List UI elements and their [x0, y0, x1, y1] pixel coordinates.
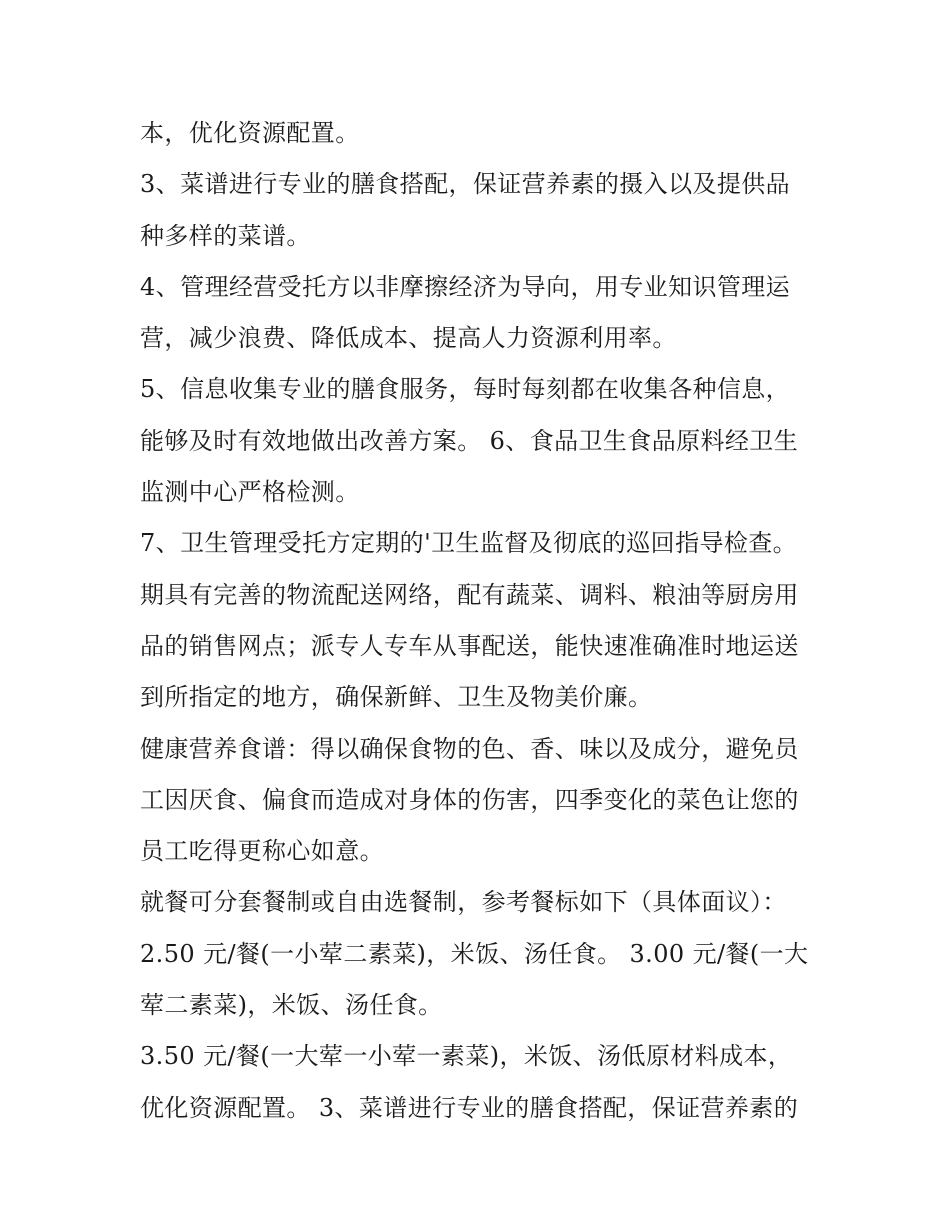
text-line: 本，优化资源配置。 [140, 119, 360, 147]
text-line: 健康营养食谱：得以确保食物的色、香、味以及成分，避免员 [140, 734, 799, 763]
text-line: 营，减少浪费、降低成本、提高人力资源利用率。 [140, 324, 677, 353]
text-line: 期具有完善的物流配送网络，配有蔬菜、调料、粮油等厨房用 [140, 580, 799, 609]
text-line: 4、管理经营受托方以非摩擦经济为导向，用专业知识管理运 [140, 272, 791, 301]
text-line: 7、卫生管理受托方定期的'卫生监督及彻底的巡回指导检查。 [140, 529, 798, 558]
text-line: 5、信息收集专业的膳食服务，每时每刻都在收集各种信息， [140, 375, 791, 404]
text-line: 员工吃得更称心如意。 [140, 837, 384, 866]
text-line: 监测中心严格检测。 [140, 478, 360, 507]
text-line: 优化资源配置。 3、菜谱进行专业的膳食搭配，保证营养素的 [140, 1093, 799, 1122]
document-body [140, 108, 840, 1134]
text-line: 品的销售网点；派专人专车从事配送，能快速准确准时地运送 [140, 631, 799, 660]
text-line: 2.50 元/餐(一小荤二素菜)，米饭、汤任食。 3.00 元/餐(一大 [140, 939, 809, 968]
text-line: 能够及时有效地做出改善方案。 6、食品卫生食品原料经卫生 [140, 426, 799, 455]
text-line: 荤二素菜)，米饭、汤任食。 [140, 991, 443, 1020]
text-line: 种多样的菜谱。 [140, 221, 311, 250]
text-line: 3、菜谱进行专业的膳食搭配，保证营养素的摄入以及提供品 [140, 170, 791, 199]
text-line: 就餐可分套餐制或自由选餐制，参考餐标如下（具体面议）： [140, 888, 787, 917]
text-line: 3.50 元/餐(一大荤一小荤一素菜)，米饭、汤低原材料成本， [140, 1042, 793, 1071]
text-line: 到所指定的地方，确保新鲜、卫生及物美价廉。 [140, 683, 653, 712]
text-line: 工因厌食、偏食而造成对身体的伤害，四季变化的菜色让您的 [140, 785, 799, 814]
